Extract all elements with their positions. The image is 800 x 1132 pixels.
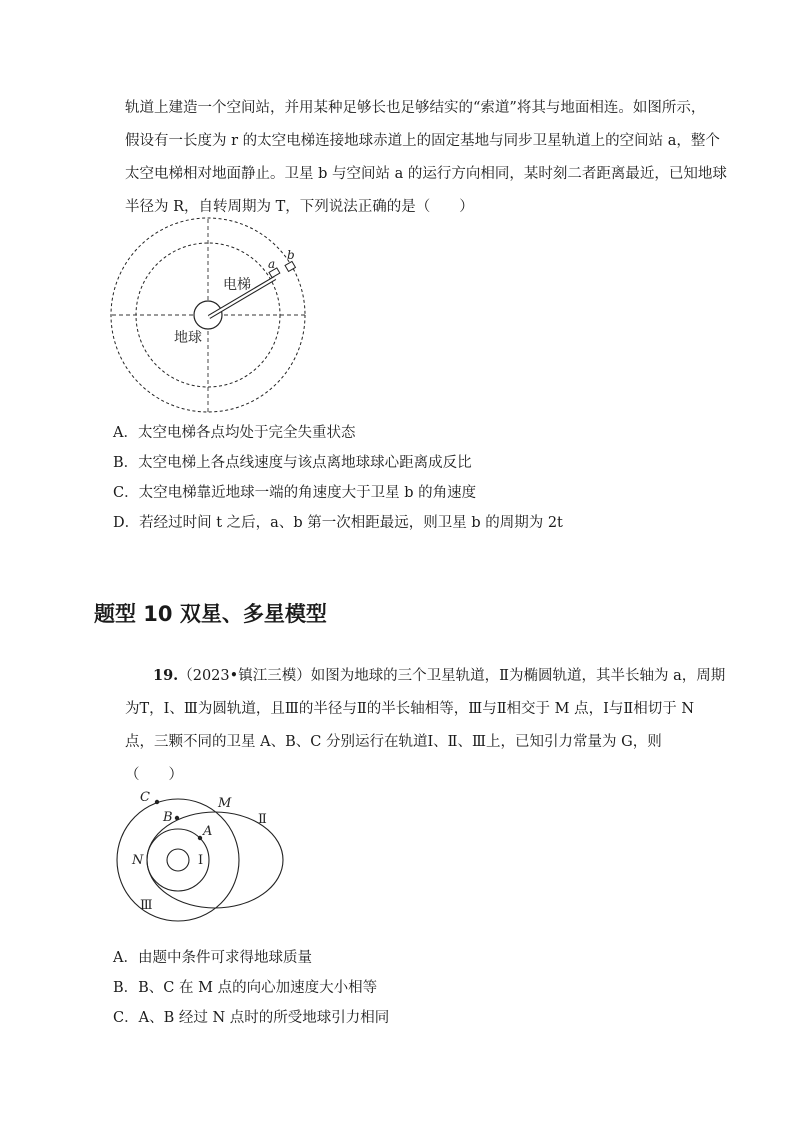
satellite-A — [198, 836, 202, 840]
q19-first-line — [125, 665, 725, 698]
satellite-b-label: b — [287, 248, 295, 262]
q18-line: 轨道上建造一个空间站，并用某种足够长也足够结实的“索道”将其与地面相连。如图所示， — [125, 100, 706, 116]
q19-line: 为T，Ⅰ、Ⅲ为圆轨道，且Ⅲ的半径与Ⅱ的半长轴相等，Ⅲ与Ⅱ相交于 M 点，Ⅰ与Ⅱ相切于 N — [125, 701, 695, 717]
q18-option-a: A．太空电梯各点均处于完全失重状态 — [113, 425, 356, 441]
label-A: A — [203, 824, 213, 839]
elevator-label: 电梯 — [223, 277, 251, 293]
q18-line: 半径为 R，自转周期为 T，下列说法正确的是（ ） — [125, 199, 474, 215]
q18-line: 太空电梯相对地面静止。卫星 b 与空间站 a 的运行方向相同，某时刻二者距离最近，已知地球 — [125, 166, 727, 182]
satellite-C — [155, 800, 159, 804]
q18-option-b: B．太空电梯上各点线速度与该点离地球球心距离成反比 — [113, 455, 472, 471]
q18-line: 假设有一长度为 r 的太空电梯连接地球赤道上的固定基地与同步卫星轨道上的空间站 a，整个 — [125, 133, 720, 149]
q18-option-d: D．若经过时间 t 之后，a、b 第一次相距最远，则卫星 b 的周期为 2t — [113, 515, 563, 531]
label-N: N — [132, 853, 144, 868]
station-a-label: a — [268, 257, 276, 271]
label-B: B — [163, 810, 173, 825]
q18-option-c: C．太空电梯靠近地球一端的角速度大于卫星 b 的角速度 — [113, 485, 477, 501]
q19-option-c: C．A、B 经过 N 点时的所受地球引力相同 — [113, 1010, 390, 1026]
label-III: Ⅲ — [140, 898, 153, 913]
q19-number: 19. — [153, 667, 179, 684]
satellite-B — [175, 816, 179, 820]
label-I: Ⅰ — [198, 853, 204, 868]
orbits-figure — [110, 785, 290, 915]
space-elevator-figure — [110, 205, 310, 420]
q19-line: 点，三颗不同的卫星 A、B、C 分别运行在轨道Ⅰ、Ⅱ、Ⅲ上，已知引力常量为 G，则 — [125, 734, 662, 750]
q19-option-b: B．B、C 在 M 点的向心加速度大小相等 — [113, 980, 378, 996]
label-C: C — [140, 790, 150, 805]
q19-line: （ ） — [125, 767, 183, 783]
earth-ring — [167, 849, 189, 871]
q19-line: （2023•镇江三模）如图为地球的三个卫星轨道，Ⅱ为椭圆轨道，其半长轴为 a，周期 — [178, 668, 726, 684]
q19-option-a: A．由题中条件可求得地球质量 — [113, 950, 312, 966]
label-M: M — [218, 796, 232, 811]
section-heading: 题型 10 双星、多星模型 — [94, 602, 327, 626]
label-II: Ⅱ — [258, 812, 267, 827]
q19-stem — [125, 665, 725, 797]
earth-label: 地球 — [174, 330, 202, 346]
